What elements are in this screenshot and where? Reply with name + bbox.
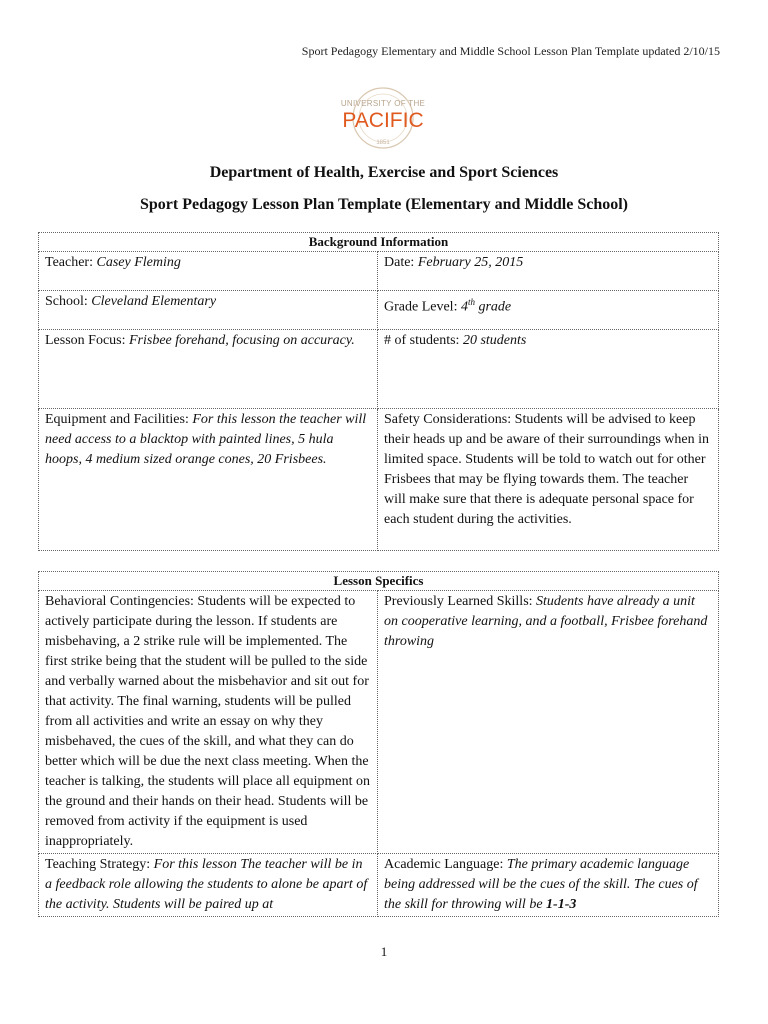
plan-title: Sport Pedagogy Lesson Plan Template (Elementary and Middle School) xyxy=(139,196,629,213)
teaching-strategy-value: For this lesson The teacher will be in a feedback role allowing the students to alone be apart of the activity. Students will be paired up at xyxy=(45,857,368,912)
safety-cell xyxy=(378,409,719,551)
equipment-label: Equipment and Facilities: xyxy=(45,412,193,427)
previous-skills-value: Students have already a unit on cooperative learning, and a football, Frisbee forehand throwing xyxy=(384,594,708,649)
safety-label: Safety Considerations: xyxy=(384,412,515,427)
specifics-heading: Lesson Specifics xyxy=(39,572,719,591)
date-label: Date: xyxy=(384,255,418,270)
equipment-value: For this lesson the teacher will need access to a blacktop with painted lines, 5 hula hoops, 4 medium sized orange cones, 20 Frisbees. xyxy=(45,412,367,467)
behavioral-cell xyxy=(39,591,378,854)
academic-language-cell xyxy=(378,854,719,917)
page-number: 1 xyxy=(380,944,388,959)
logo-main-text: PACIFIC xyxy=(342,109,424,132)
teacher-cell xyxy=(39,252,378,291)
grade-suffix: th xyxy=(467,297,475,307)
academic-cue: 1-1-3 xyxy=(546,897,577,912)
teaching-strategy-cell xyxy=(39,854,378,917)
date-cell xyxy=(378,252,719,291)
behavioral-label: Behavioral Contingencies: xyxy=(45,594,198,609)
behavioral-value: Students will be expected to actively participate during the lesson. If students are misbehaving, a 2 strike rule will be implemented. The first strike being that the student will be pulled to the side and verbally warned about the misbehavior and sit out for that activity. The final warning, students will be pulled from all activities and write an essay on why they misbehaved, the cues of the skill, and what they can do better which will be due the next class meeting. When the teacher is talking, the students will place all equipment on the ground and their hands on their head. Students will be removed from activity if the equipment is used inappropriately. xyxy=(45,594,371,849)
date-value: February 25, 2015 xyxy=(417,255,524,270)
lesson-focus-value: Frisbee forehand, focusing on accuracy. xyxy=(129,333,355,348)
lesson-focus-label: Lesson Focus: xyxy=(45,333,129,348)
lesson-specifics-table xyxy=(38,571,719,917)
students-label: # of students: xyxy=(384,333,463,348)
background-information-table xyxy=(38,232,719,551)
grade-label: Grade Level: xyxy=(384,299,461,315)
running-header: Sport Pedagogy Elementary and Middle School Lesson Plan Template updated 2/10/15 xyxy=(301,44,720,58)
school-cell xyxy=(39,291,378,330)
previous-skills-label: Previously Learned Skills: xyxy=(384,594,537,609)
university-logo xyxy=(330,84,436,154)
previous-skills-cell xyxy=(378,591,719,854)
academic-language-value: The primary academic language being addressed will be the cues of the skill. The cues of the skill for throwing will be xyxy=(384,857,698,912)
grade-cell xyxy=(378,291,719,330)
students-cell xyxy=(378,330,719,409)
lesson-focus-cell xyxy=(39,330,378,409)
grade-number: 4 xyxy=(460,299,468,315)
department-title: Department of Health, Exercise and Sport Sciences xyxy=(209,164,559,181)
equipment-cell xyxy=(39,409,378,551)
school-label: School: xyxy=(45,294,92,309)
background-heading: Background Information xyxy=(39,233,719,252)
logo-year-text: 1851 xyxy=(376,140,390,146)
teacher-label: Teacher: xyxy=(45,255,97,270)
school-value: Cleveland Elementary xyxy=(91,294,217,309)
academic-language-label: Academic Language: xyxy=(384,857,507,872)
teaching-strategy-label: Teaching Strategy: xyxy=(45,857,154,872)
pacific-seal-icon xyxy=(330,84,436,154)
grade-rest: grade xyxy=(474,299,512,315)
logo-top-text: UNIVERSITY OF THE xyxy=(340,99,426,108)
students-value: 20 students xyxy=(462,333,527,348)
safety-value: Students will be advised to keep their heads up and be aware of their surroundings when in limited space. Students will be told to watch out for other Frisbees that may be flying towards them. The teacher will make sure that there is adequate personal space for each student during the activities. xyxy=(384,412,710,527)
teacher-value: Casey Fleming xyxy=(96,255,181,270)
